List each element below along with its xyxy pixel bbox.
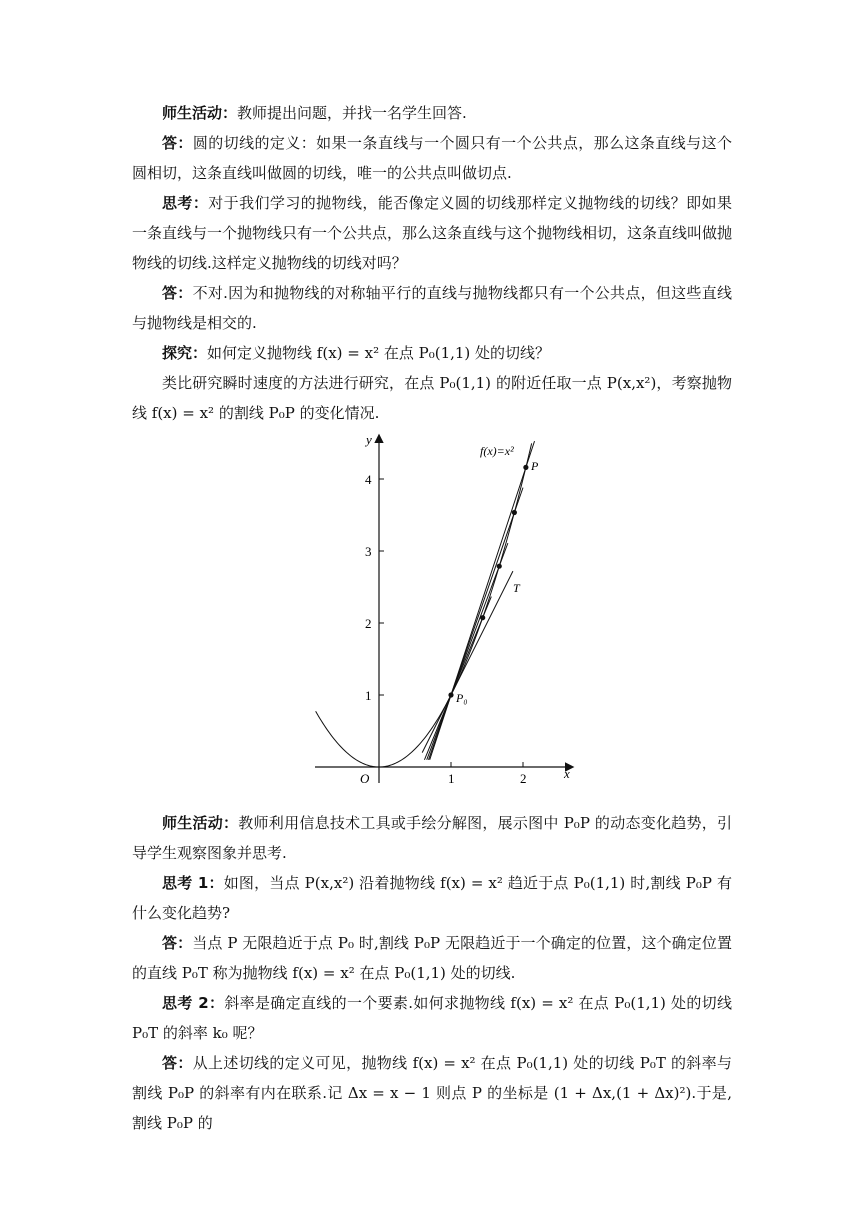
paragraph-2 [132,128,732,188]
y-tick-label: 3 [365,544,372,559]
tangent-line [422,571,513,752]
paragraph-label: 思考 1： [162,874,224,892]
curves [316,441,535,767]
secant-line [424,597,491,760]
paragraph-text: 如何定义抛物线 f(x) = x² 在点 P₀(1,1) 处的切线？ [207,344,551,362]
secant-point [480,615,485,620]
paragraph-text: 斜率是确定直线的一个要素.如何求抛物线 f(x) = x² 在点 P₀(1,1) 处的切线 P₀T 的斜率 k₀ 呢？ [132,994,732,1042]
paragraph-text: 教师利用信息技术工具或手绘分解图，展示图中 P₀P 的动态变化趋势，引导学生观察图象并思考. [132,814,732,862]
paragraph-label: 师生活动： [162,814,239,832]
paragraph-label: 思考 2： [162,994,225,1012]
paragraph-label: 答： [162,934,193,952]
paragraph-text: 从上述切线的定义可见，抛物线 f(x) = x² 在点 P₀(1,1) 处的切线 P₀T 的斜率与割线 P₀P 的斜率有内在联系.记 Δx = x − 1 则点 P 的坐标是 (1 + Δx,(1 + Δx)²).于是,割线 P₀P 的 [132,1054,732,1132]
point-p0 [448,692,453,697]
secant-point [512,510,517,515]
x-tick-label: 2 [520,771,527,786]
paragraph-label: 师生活动： [162,104,238,122]
point-t-label: T [513,581,520,595]
y-tick-label: 2 [365,616,372,631]
paragraph-text: 教师提出问题，并找一名学生回答. [237,104,467,122]
paragraph-text: 圆的切线的定义：如果一条直线与一个圆只有一个公共点，那么这条直线与这个圆相切，这条直线叫做圆的切线，唯一的公共点叫做切点. [132,134,732,182]
labels [360,432,570,786]
origin-label: O [360,771,370,786]
paragraph-1 [132,98,732,128]
paragraph-8 [132,868,732,928]
parabola-curve [316,443,532,767]
paragraph-label: 答： [162,284,193,302]
paragraph-7 [132,808,732,868]
paragraph-label: 探究： [162,344,208,362]
parabola-svg [300,428,590,790]
y-tick-label: 1 [365,688,372,703]
paragraph-6 [132,368,732,428]
paragraph-label: 答： [162,134,193,152]
paragraph-text: 不对.因为和抛物线的对称轴平行的直线与抛物线都只有一个公共点，但这些直线与抛物线是相交的. [132,284,732,332]
curve-label: f(x)=x² [480,444,514,458]
paragraph-3 [132,188,732,278]
paragraph-9 [132,928,732,988]
secant-point [497,564,502,569]
secant-line [427,543,508,760]
paragraph-text: 当点 P 无限趋近于点 P₀ 时,割线 P₀P 无限趋近于一个确定的位置，这个确定位置的直线 P₀T 称为抛物线 f(x) = x² 在点 P₀(1,1) 处的切线. [132,934,732,982]
x-axis-label: x [564,766,570,781]
axis-ticks [365,472,527,786]
paragraph-10 [132,988,732,1048]
axes [315,436,572,783]
paragraph-text: 如图，当点 P(x,x²) 沿着抛物线 f(x) = x² 趋近于点 P₀(1,1) 时,割线 P₀P 有什么变化趋势? [132,874,732,922]
y-tick-label: 4 [365,472,372,487]
paragraph-label: 思考： [162,194,209,212]
parabola-figure [300,428,590,790]
point-p0-label: P₀ [456,691,468,705]
point-p [523,465,528,470]
point-p-label: P [531,459,539,473]
paragraph-5 [132,338,732,368]
x-tick-label: 1 [448,771,455,786]
paragraph-11 [132,1048,732,1138]
paragraph-4 [132,278,732,338]
y-axis-label: y [366,432,372,447]
paragraph-label: 答： [162,1054,193,1072]
paragraph-text: 类比研究瞬时速度的方法进行研究，在点 P₀(1,1) 的附近任取一点 P(x,x²)，考察抛物线 f(x) = x² 的割线 P₀P 的变化情况. [132,374,732,422]
secant-line [429,488,524,760]
paragraph-text: 对于我们学习的抛物线，能否像定义圆的切线那样定义抛物线的切线？即如果一条直线与一个抛物线只有一个公共点，那么这条直线与这个抛物线相切，这条直线叫做抛物线的切线.这样定义抛物线的切线对吗？ [132,194,733,272]
